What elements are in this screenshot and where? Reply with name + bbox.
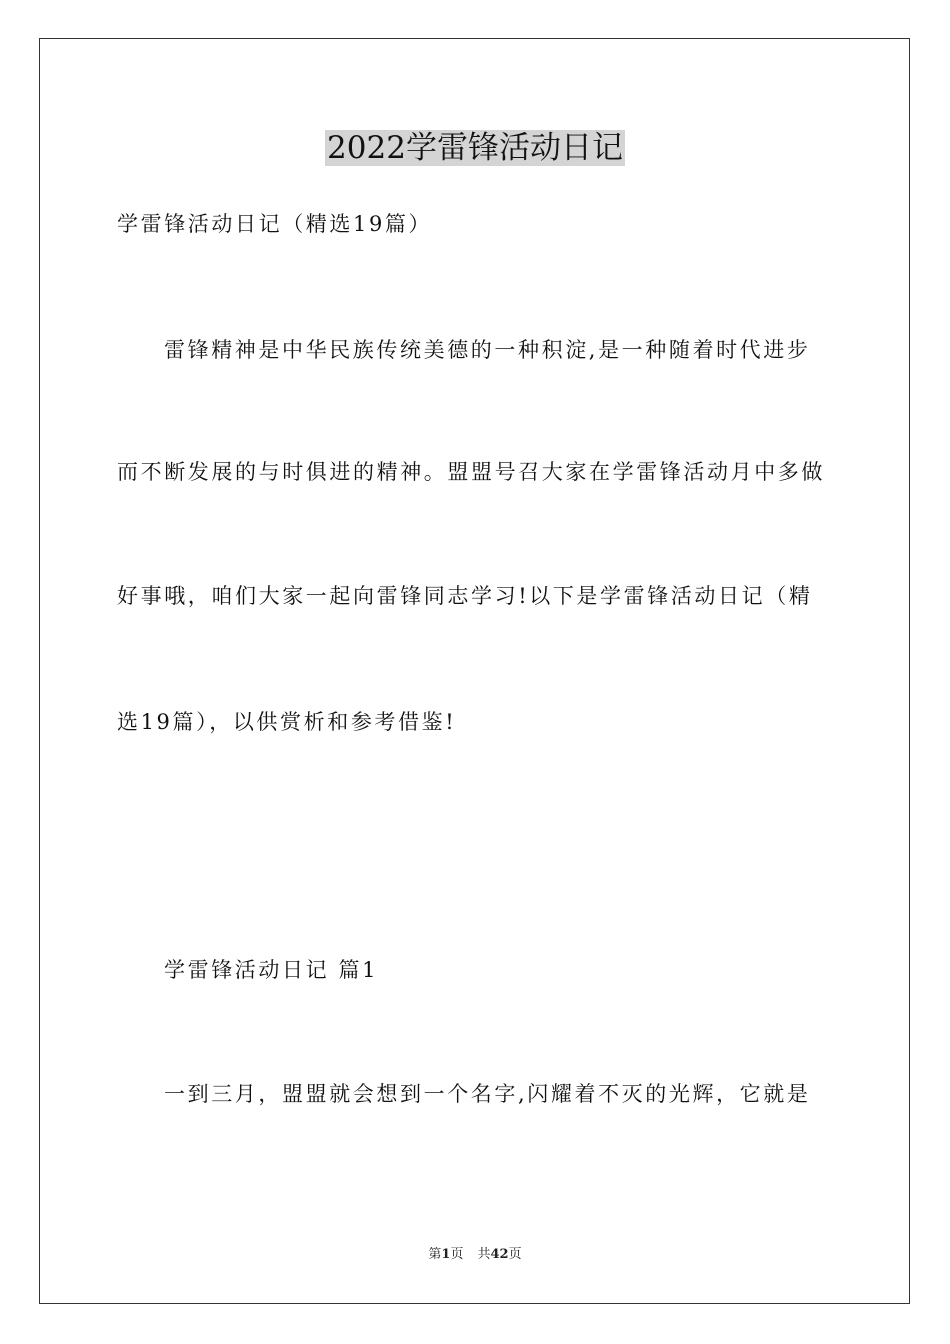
document-title <box>0 126 950 170</box>
intro-line-4: 选19篇），以供赏析和参考借鉴! <box>117 710 457 734</box>
section-heading: 学雷锋活动日记 篇1 <box>164 958 379 982</box>
page-prefix: 第 <box>428 1247 442 1262</box>
page-footer <box>0 1246 950 1264</box>
total-prefix: 共 <box>477 1247 491 1262</box>
document-subtitle: 学雷锋活动日记（精选19篇） <box>117 212 433 236</box>
intro-line-1: 雷锋精神是中华民族传统美德的一种积淀,是一种随着时代进步 <box>164 338 811 362</box>
intro-line-2: 而不断发展的与时俱进的精神。盟盟号召大家在学雷锋活动月中多做 <box>117 460 825 484</box>
document-title-text: 2022学雷锋活动日记 <box>327 130 623 166</box>
page-number: 1 <box>441 1247 451 1262</box>
page-suffix: 页 <box>450 1247 464 1262</box>
total-pages: 42 <box>490 1247 509 1262</box>
intro-line-3: 好事哦，咱们大家一起向雷锋同志学习!以下是学雷锋活动日记（精 <box>117 584 813 608</box>
total-suffix: 页 <box>508 1247 522 1262</box>
body-line-1: 一到三月，盟盟就会想到一个名字,闪耀着不灭的光辉，它就是 <box>164 1082 811 1106</box>
